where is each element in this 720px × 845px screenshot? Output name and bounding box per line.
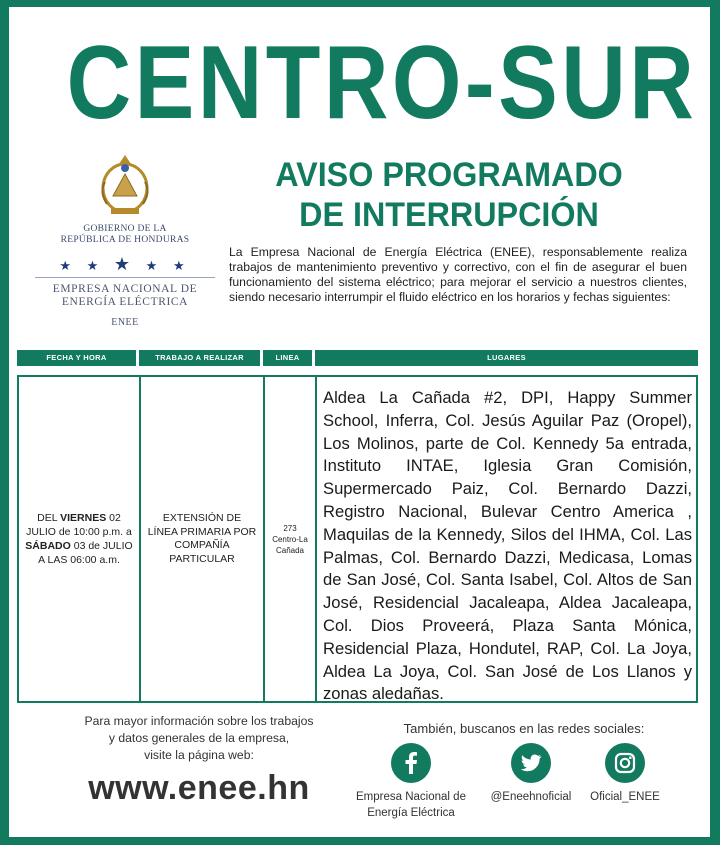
date-end-day: SÁBADO xyxy=(25,540,71,552)
more-info xyxy=(49,713,349,764)
intro-paragraph: La Empresa Nacional de Energía Eléctrica (ENEE), responsablemente realiza trabajos de mantenimiento preventivo y correctivo, con el fin de asegurar el buen funcionamiento del sistema eléctrico; para mejorar el servicio a nuestros clientes, siendo necesario interrumpir el fluido eléctrico en los horarios y fechas siguientes: xyxy=(229,245,687,304)
twitter-icon xyxy=(511,743,551,783)
more-info-line2: y datos generales de la empresa, xyxy=(108,731,290,745)
facebook-label-line2: Energía Eléctrica xyxy=(367,807,455,819)
gov-name-line1: GOBIERNO DE LA xyxy=(83,224,167,234)
header-date: FECHA Y HORA xyxy=(17,350,136,366)
facebook-label-line1: Empresa Nacional de xyxy=(356,791,466,803)
instagram-icon xyxy=(605,743,645,783)
enee-abbreviation: ENEE xyxy=(111,317,139,328)
date-end-time: 03 de JULIO A LAS 06:00 a.m. xyxy=(38,540,133,566)
facebook-link[interactable] xyxy=(346,743,476,821)
coat-of-arms-icon xyxy=(95,152,155,222)
cell-work: EXTENSIÓN DE LÍNEA PRIMARIA POR COMPAÑÍA PARTICULAR xyxy=(141,377,265,701)
stars-divider: ★ ★ ★ ★ ★ xyxy=(35,254,215,278)
more-info-line3: visite la página web: xyxy=(144,748,254,762)
header-work: TRABAJO A REALIZAR xyxy=(139,350,260,366)
website-link[interactable]: www.enee.hn xyxy=(88,769,310,807)
header-line: LINEA xyxy=(263,350,312,366)
instagram-link[interactable] xyxy=(560,743,690,805)
schedule-table-row xyxy=(17,375,698,703)
cell-date xyxy=(19,377,141,701)
date-start-time: 02 JULIO de 10:00 p.m. a xyxy=(26,512,132,538)
more-info-line1: Para mayor información sobre los trabajos xyxy=(84,714,314,728)
notice-heading xyxy=(209,155,689,235)
schedule-table-header xyxy=(17,350,698,366)
notice-sheet xyxy=(9,7,710,837)
twitter-label: @Eneehnoficial xyxy=(490,791,572,803)
date-start-day: VIERNES xyxy=(60,512,107,524)
cell-line xyxy=(265,377,317,701)
cell-places xyxy=(317,377,696,704)
facebook-icon xyxy=(391,743,431,783)
notice-heading-line2: DE INTERRUPCIÓN xyxy=(299,196,599,234)
enee-name-line1: EMPRESA NACIONAL DE xyxy=(52,283,198,295)
region-banner: CENTRO-SUR xyxy=(66,25,698,141)
instagram-label: Oficial_ENEE xyxy=(590,791,660,803)
line-number: 273 xyxy=(283,523,297,533)
notice-heading-line1: AVISO PROGRAMADO xyxy=(275,156,623,194)
social-title: También, buscanos en las redes sociales: xyxy=(403,721,645,736)
places-list: Aldea La Cañada #2, DPI, Happy Summer School, Inferra, Col. Jesús Aguilar Paz (Oropel), Los Molinos, parte de Col. Kennedy 5a entrada, Instituto INTAE, Iglesia Gran Comisión, Supermercado Paiz, Col. Bernardo Dazzi, Registro Nacional, Bulevar Centro America , Maquilas de la Kennedy, Silos del IHMA, Col. Las Palmas, Col. Bernardo Dazzi, Medicasa, Lomas de San José, Col. Santa Isabel, Col. Altos de San José, Residencial Jacaleapa, Aldea Jacaleapa, Col. Dios Proveerá, Plaza Santa Mónica, Residencial Plaza, Hondutel, RAP, Col. La Joya, Aldea La Joya, Col. San José de Los Llanos y zonas aledañas. xyxy=(323,388,692,704)
institution-logos xyxy=(25,152,225,332)
line-name: Centro-La Cañada xyxy=(272,534,308,555)
enee-name-line2: ENERGÍA ELÉCTRICA xyxy=(61,296,189,308)
gov-name-line2: REPÚBLICA DE HONDURAS xyxy=(60,235,190,245)
date-prefix: DEL xyxy=(37,512,61,524)
header-places: LUGARES xyxy=(315,350,698,366)
